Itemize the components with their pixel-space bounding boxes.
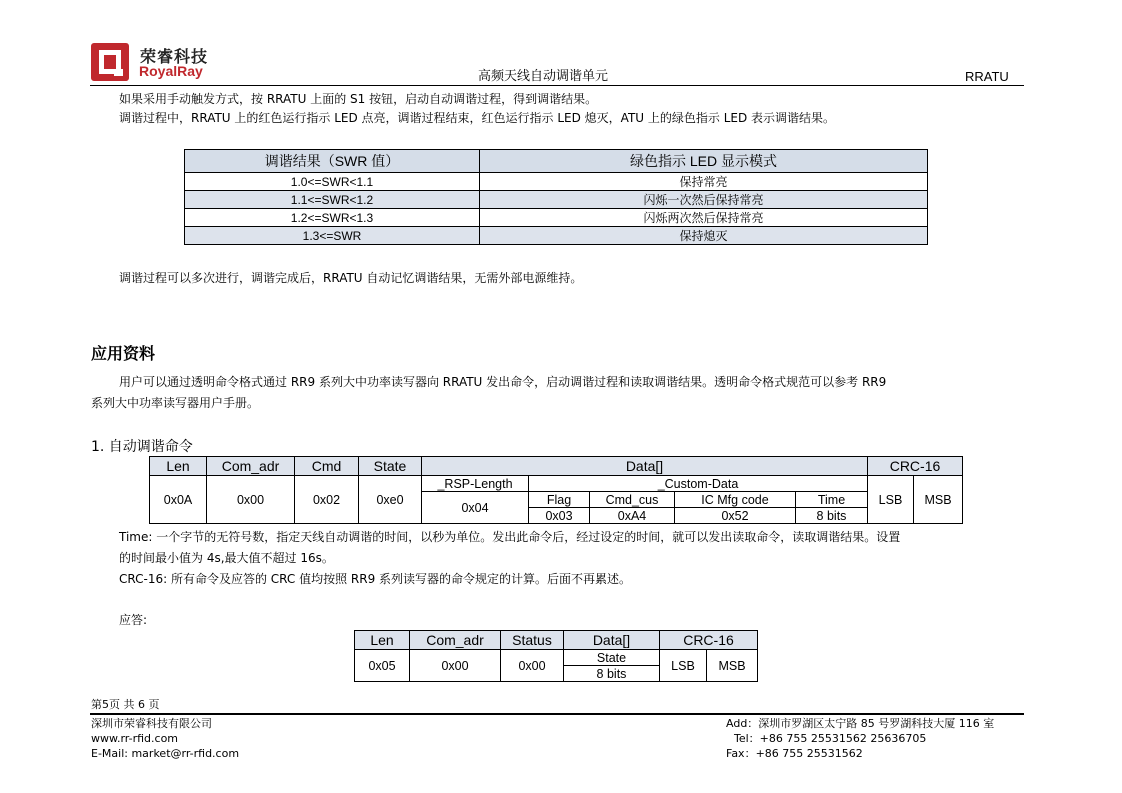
com-adr-value: 0x00 <box>410 650 501 682</box>
cmd-cus-value: 0xA4 <box>590 508 675 524</box>
cmd-header: Cmd <box>295 457 359 476</box>
com-adr-header: Com_adr <box>207 457 295 476</box>
state-header: State <box>359 457 422 476</box>
rsp-length-value: 0x04 <box>422 492 529 524</box>
col-header-swr: 调谐结果（SWR 值） <box>185 150 480 173</box>
ic-mfg-value: 0x52 <box>675 508 796 524</box>
table-row <box>185 191 928 209</box>
response-label: 应答: <box>119 613 148 627</box>
time-label: Time <box>796 492 868 508</box>
footer-fax: Fax：+86 755 25531562 <box>726 747 863 760</box>
custom-data-label: _Custom-Data <box>529 476 868 492</box>
col-header-led-mode: 绿色指示 LED 显示模式 <box>480 150 928 173</box>
table-row <box>185 209 928 227</box>
flag-value: 0x03 <box>529 508 590 524</box>
len-value: 0x0A <box>150 476 207 524</box>
len-header: Len <box>150 457 207 476</box>
doc-title: 高频天线自动调谐单元 <box>478 69 609 84</box>
rsp-length-label: _RSP-Length <box>422 476 529 492</box>
crc-lsb: LSB <box>868 476 914 524</box>
auto-tune-command-table <box>149 456 963 524</box>
cmd-cus-label: Cmd_cus <box>590 492 675 508</box>
header-rule <box>90 85 1024 86</box>
time-value: 8 bits <box>796 508 868 524</box>
company-logo <box>90 42 130 82</box>
led-mode-cell: 保持常亮 <box>480 173 928 191</box>
led-mode-cell: 闪烁两次然后保持常亮 <box>480 209 928 227</box>
table-row <box>185 173 928 191</box>
len-header: Len <box>355 631 410 650</box>
logo-mark-icon <box>90 42 130 82</box>
page-number: 第5页 共 6 页 <box>91 698 160 711</box>
state-label: State <box>564 650 660 666</box>
swr-cell: 1.3<=SWR <box>185 227 480 245</box>
table-header-row <box>355 631 758 650</box>
data-header: Data[] <box>564 631 660 650</box>
crc-msb: MSB <box>707 650 758 682</box>
intro-line-2: 调谐过程中，RRATU 上的红色运行指示 LED 点亮，调谐过程结束，红色运行指示 LED 熄灭，ATU 上的绿色指示 LED 表示调谐结果。 <box>119 111 836 125</box>
time-description-line-2: 的时间最小值为 4s,最大值不超过 16s。 <box>119 551 334 565</box>
led-status-table <box>184 149 928 245</box>
status-header: Status <box>501 631 564 650</box>
crc-header: CRC-16 <box>660 631 758 650</box>
memory-note: 调谐过程可以多次进行，调谐完成后，RRATU 自动记忆调谐结果，无需外部电源维持。 <box>119 271 583 285</box>
flag-label: Flag <box>529 492 590 508</box>
product-name: RRATU <box>965 69 1009 84</box>
bits-value: 8 bits <box>564 666 660 682</box>
section-para-line-2: 系列大中功率读写器用户手册。 <box>91 396 260 410</box>
table-header-row <box>150 457 963 476</box>
company-name-cn: 荣睿科技 <box>140 47 209 66</box>
table-row <box>185 227 928 245</box>
crc-header: CRC-16 <box>868 457 963 476</box>
footer-website: www.rr-rfid.com <box>91 732 179 745</box>
cmd-value: 0x02 <box>295 476 359 524</box>
led-mode-cell: 保持熄灭 <box>480 227 928 245</box>
com-adr-value: 0x00 <box>207 476 295 524</box>
company-name-en: RoyalRay <box>139 63 203 79</box>
footer-email: E-Mail: market@rr-rfid.com <box>91 747 240 760</box>
status-value: 0x00 <box>501 650 564 682</box>
command-heading: 1. 自动调谐命令 <box>91 439 193 455</box>
footer-telephone: Tel：+86 755 25531562 25636705 <box>734 732 927 745</box>
section-title: 应用资料 <box>91 344 156 363</box>
intro-line-1: 如果采用手动触发方式，按 RRATU 上面的 S1 按钮，启动自动调谐过程，得到调谐结果。 <box>119 92 598 106</box>
footer-rule <box>90 713 1024 715</box>
crc-description: CRC-16: 所有命令及应答的 CRC 值均按照 RR9 系列读写器的命令规定的计算。后面不再累述。 <box>119 572 632 586</box>
footer-address: Add：深圳市罗湖区太宁路 85 号罗湖科技大厦 116 室 <box>726 717 995 730</box>
swr-cell: 1.1<=SWR<1.2 <box>185 191 480 209</box>
crc-lsb: LSB <box>660 650 707 682</box>
ic-mfg-label: IC Mfg code <box>675 492 796 508</box>
response-table <box>354 630 758 682</box>
state-value: 0xe0 <box>359 476 422 524</box>
table-row <box>355 650 758 666</box>
table-header-row <box>185 150 928 173</box>
section-para-line-1: 用户可以通过透明命令格式通过 RR9 系列大中功率读写器向 RRATU 发出命令，启动调谐过程和读取调谐结果。透明命令格式规范可以参考 RR9 <box>119 375 887 389</box>
swr-cell: 1.2<=SWR<1.3 <box>185 209 480 227</box>
data-header: Data[] <box>422 457 868 476</box>
time-description-line-1: Time: 一个字节的无符号数，指定天线自动调谐的时间，以秒为单位。发出此命令后，经过设定的时间，就可以发出读取命令，读取调谐结果。设置 <box>119 530 901 544</box>
table-row <box>150 476 963 492</box>
com-adr-header: Com_adr <box>410 631 501 650</box>
footer-company: 深圳市荣睿科技有限公司 <box>91 717 212 730</box>
swr-cell: 1.0<=SWR<1.1 <box>185 173 480 191</box>
crc-msb: MSB <box>914 476 963 524</box>
led-mode-cell: 闪烁一次然后保持常亮 <box>480 191 928 209</box>
len-value: 0x05 <box>355 650 410 682</box>
